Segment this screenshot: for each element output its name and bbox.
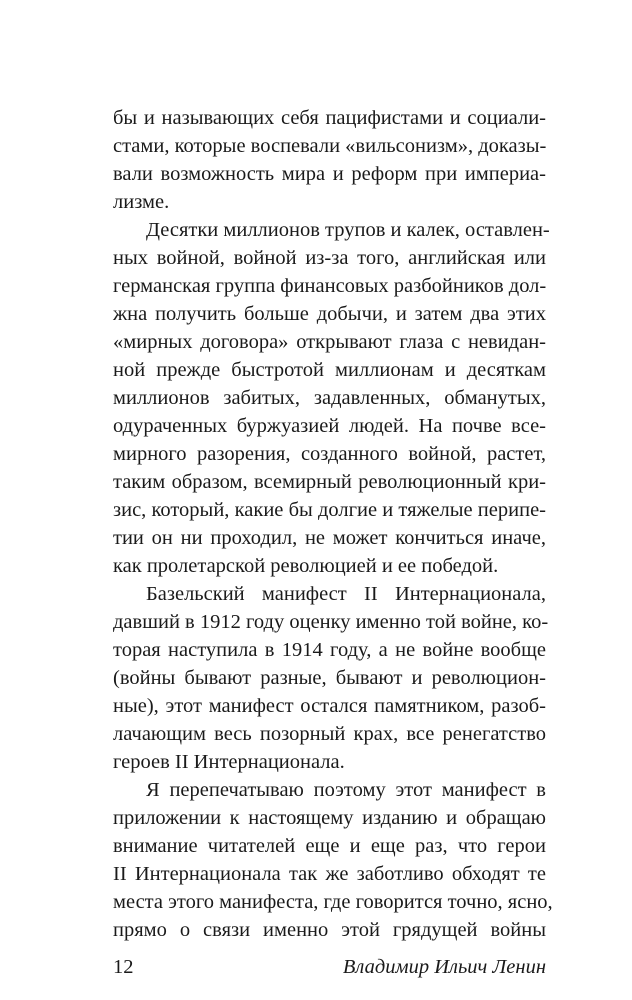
text-line: «мирных договора» открывают глаза с невидан- [113, 331, 546, 353]
text-line: жна получить больше добычи, и затем два этих [113, 303, 546, 325]
text-line: ные), этот манифест остался памятником, разоб- [113, 695, 546, 717]
text-line: лизме. [113, 191, 170, 213]
text-line: торая наступила в 1914 году, а не войне вообще [113, 639, 546, 661]
text-line: германская группа финансовых разбойников дол- [113, 275, 547, 297]
text-line: Базельский манифест II Интернационала, [146, 583, 546, 605]
text-line: приложении к настоящему изданию и обращаю [113, 807, 546, 829]
running-title: Владимир Ильич Ленин [342, 956, 546, 978]
text-line: таким образом, всемирный революционный кри- [113, 471, 546, 493]
text-line: лачающим весь позорный крах, все ренегатство [113, 723, 546, 745]
page-number: 12 [113, 956, 134, 978]
text-line: прямо о связи именно этой грядущей войны [113, 919, 546, 941]
text-line: одураченных буржуазией людей. На почве все- [113, 415, 546, 437]
text-line: (войны бывают разные, бывают и революцион- [113, 667, 546, 689]
text-line: вали возможность мира и реформ при империа- [113, 163, 546, 185]
text-line: зис, который, какие бы долгие и тяжелые перипе- [113, 499, 546, 521]
text-line: героев II Интернационала. [113, 751, 345, 773]
text-line: места этого манифеста, где говорится точно, ясно, [113, 891, 553, 913]
text-line: ных войной, войной из-за того, английская или [113, 247, 546, 269]
text-line: Я перепечатываю поэтому этот манифест в [146, 779, 546, 801]
text-line: давший в 1912 году оценку именно той войне, ко- [113, 611, 549, 633]
text-line: бы и называющих себя пацифистами и социали- [113, 107, 546, 129]
text-line: стами, которые воспевали «вильсонизм», доказы- [113, 135, 547, 157]
text-line: II Интернационала так же заботливо обходят те [113, 863, 546, 885]
text-line: мирного разорения, созданного войной, растет, [113, 443, 546, 465]
text-line: тии он ни проходил, не может кончиться иначе, [113, 527, 546, 549]
text-line: миллионов забитых, задавленных, обманутых, [113, 387, 546, 409]
text-line: ной прежде быстротой миллионам и десяткам [113, 359, 546, 381]
text-line: как пролетарской революцией и ее победой. [113, 555, 499, 577]
text-line: Десятки миллионов трупов и калек, оставлен- [146, 219, 550, 241]
text-line: внимание читателей еще и еще раз, что герои [113, 835, 546, 857]
